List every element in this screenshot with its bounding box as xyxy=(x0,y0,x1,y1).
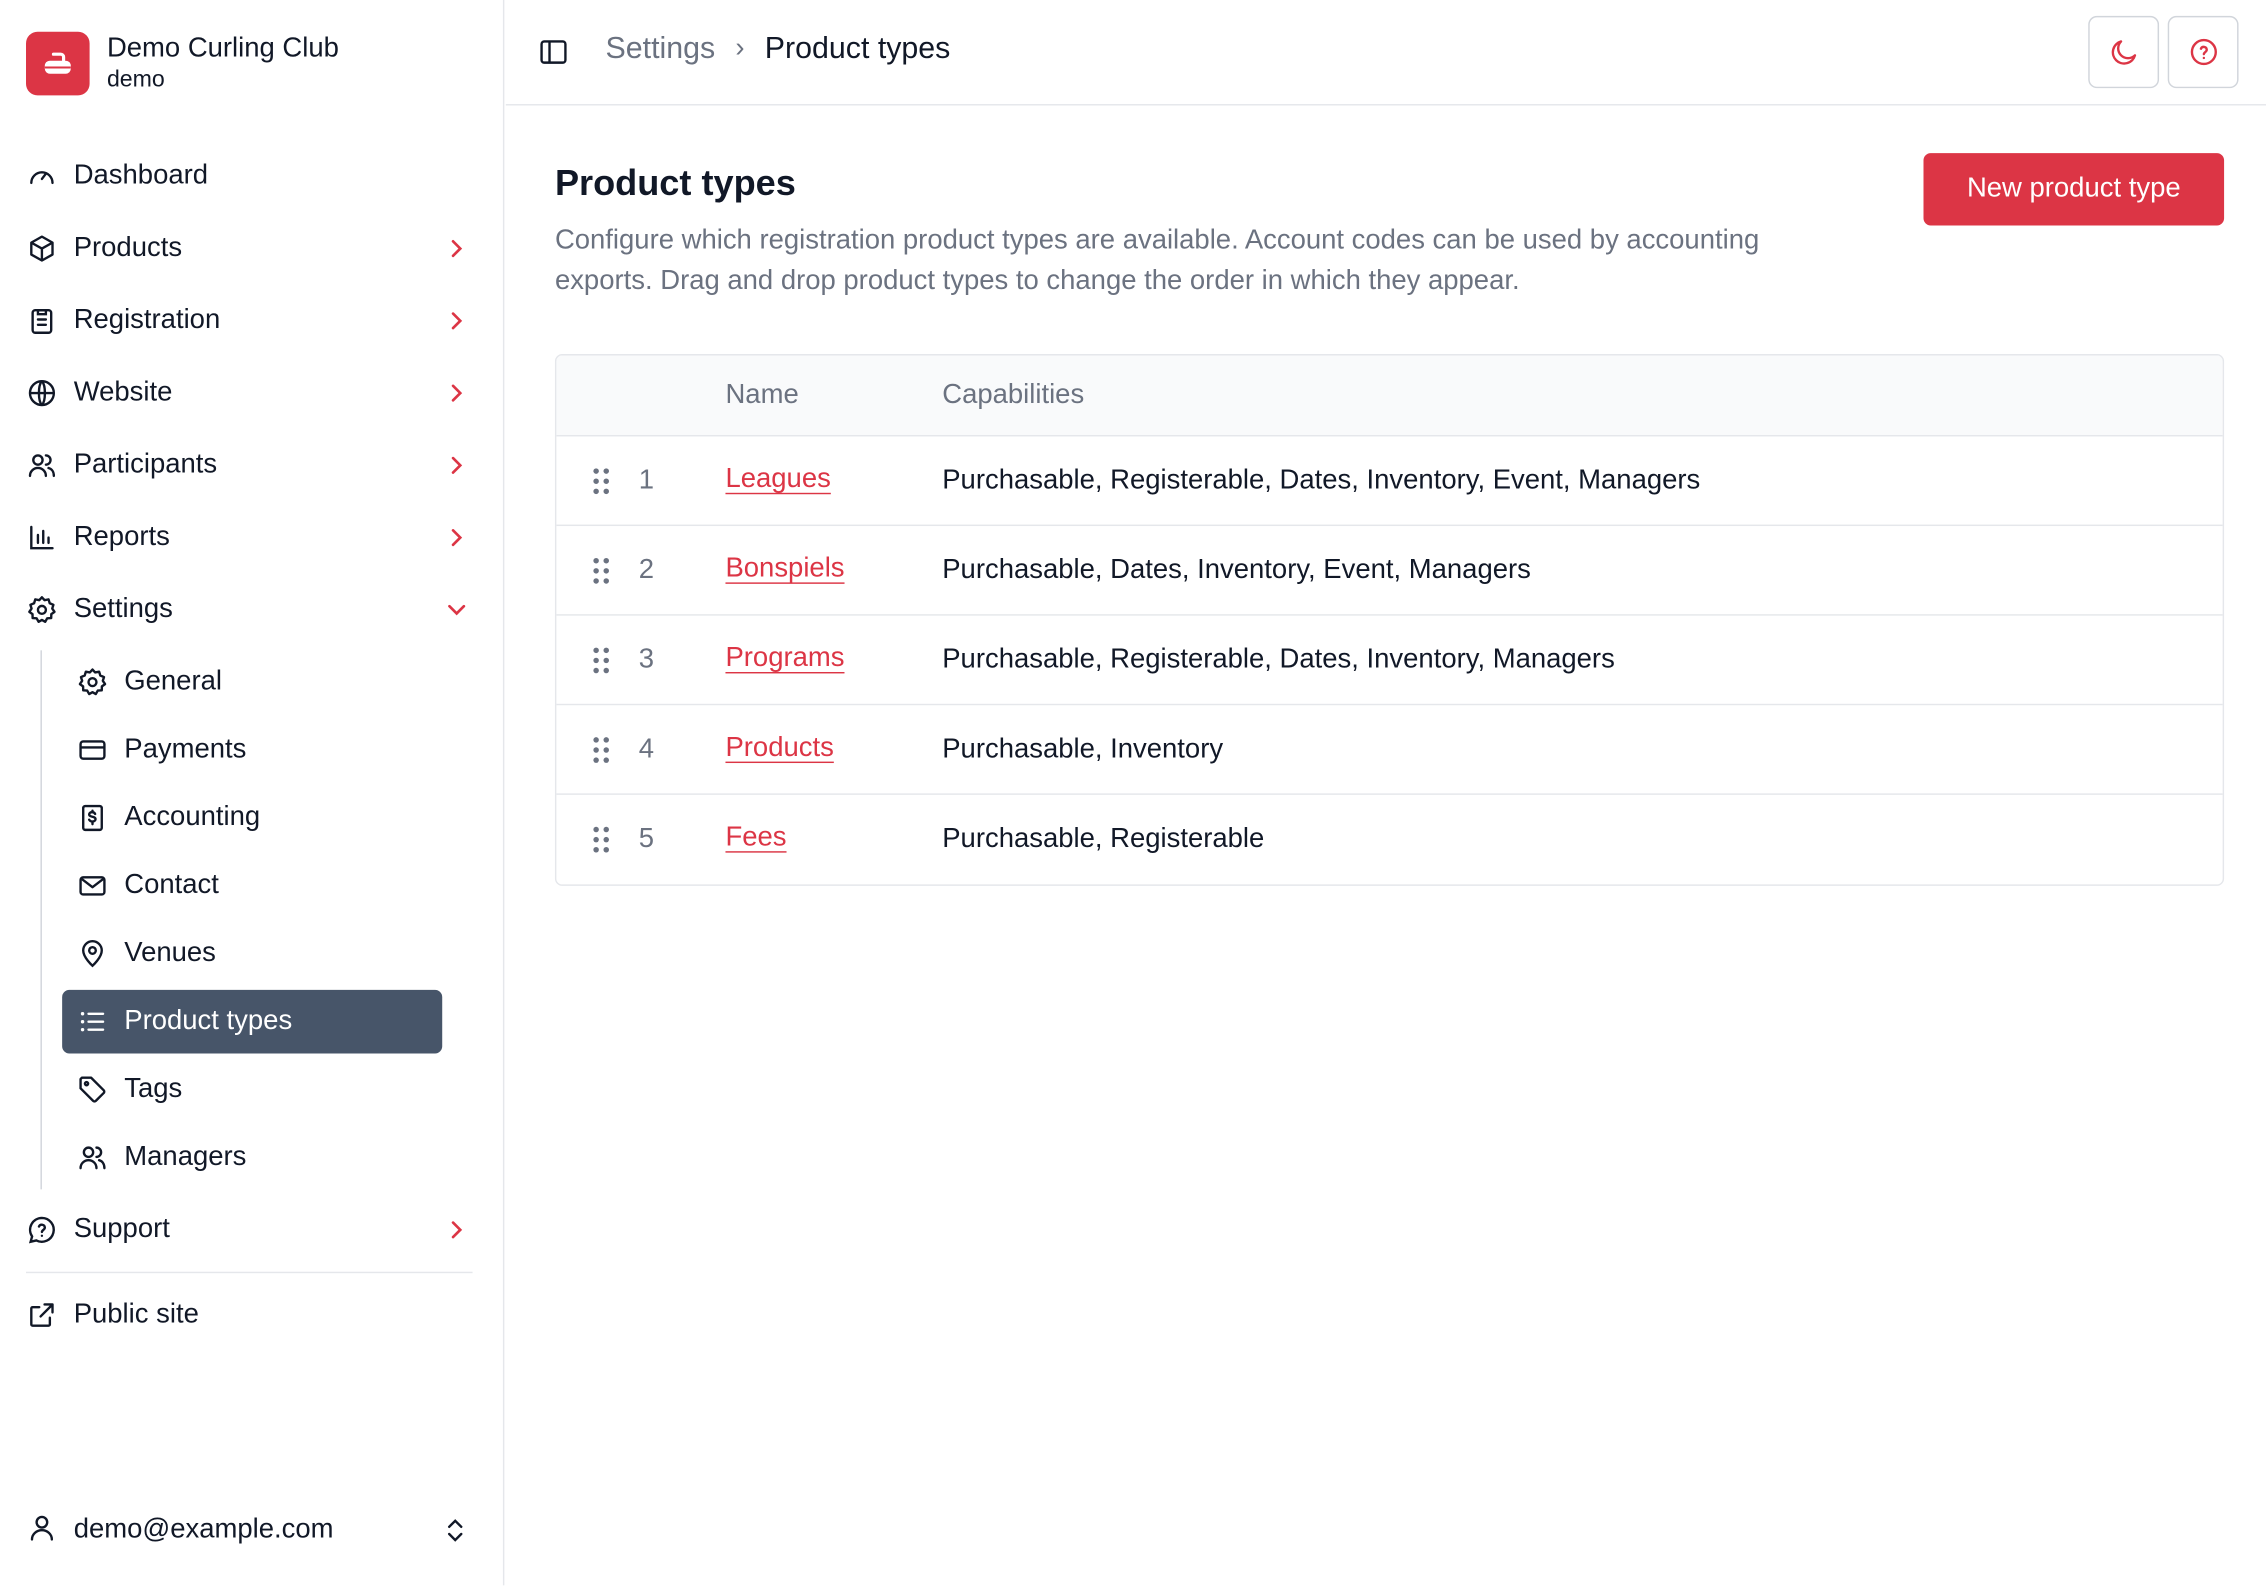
sidebar-item-product-types[interactable] xyxy=(62,990,442,1054)
sidebar-item-registration[interactable] xyxy=(0,285,504,357)
row-position: 4 xyxy=(638,734,655,765)
table-row xyxy=(556,616,2222,706)
sidebar-item-label: Contact xyxy=(124,869,219,901)
sidebar-item-label: Settings xyxy=(73,593,173,625)
credit-card-icon xyxy=(77,734,109,766)
product-type-link[interactable]: Leagues xyxy=(725,463,831,495)
chevron-right-icon xyxy=(442,1215,471,1244)
sidebar-nav xyxy=(0,140,504,1351)
globe-icon xyxy=(26,377,58,409)
theme-toggle-button[interactable] xyxy=(2088,16,2159,88)
chevron-down-icon xyxy=(442,595,471,624)
sidebar-item-label: Public site xyxy=(73,1299,199,1330)
sidebar-item-dashboard[interactable] xyxy=(0,140,504,212)
club-slug: demo xyxy=(106,67,165,93)
capabilities-text: Purchasable, Dates, Inventory, Event, Managers xyxy=(942,554,1531,586)
sidebar-item-contact[interactable] xyxy=(62,854,442,918)
sidebar-item-venues[interactable] xyxy=(62,922,442,986)
chevron-right-icon xyxy=(442,379,471,408)
user-email: demo@example.com xyxy=(73,1514,334,1545)
chevron-right-icon xyxy=(442,234,471,263)
drag-handle-icon[interactable] xyxy=(591,556,611,585)
sidebar-item-label: Venues xyxy=(124,937,216,969)
list-icon xyxy=(77,1006,109,1038)
sidebar-item-label: Participants xyxy=(73,449,218,480)
breadcrumb-current: Product types xyxy=(764,31,951,66)
row-position: 3 xyxy=(638,644,655,675)
sidebar-item-label: Tags xyxy=(124,1073,183,1105)
drag-handle-icon[interactable] xyxy=(591,467,611,496)
column-header-name: Name xyxy=(725,380,799,411)
capabilities-text: Purchasable, Registerable, Dates, Inventory, Event, Managers xyxy=(942,465,1701,496)
breadcrumb xyxy=(606,32,951,67)
sidebar-item-general[interactable] xyxy=(62,650,442,714)
sidebar xyxy=(0,0,504,1585)
sidebar-item-public-site[interactable] xyxy=(0,1279,504,1351)
sidebar-item-website[interactable] xyxy=(0,357,504,429)
sidebar-item-label: Payments xyxy=(124,734,247,765)
column-header-capabilities: Capabilities xyxy=(942,380,1085,411)
gauge-icon xyxy=(26,160,58,192)
receipt-dollar-icon xyxy=(77,802,109,834)
sidebar-divider xyxy=(26,1272,473,1273)
product-types-table xyxy=(555,354,2224,886)
moon-icon xyxy=(2108,36,2140,68)
sidebar-item-label: Product types xyxy=(124,1005,293,1037)
sidebar-item-label: Registration xyxy=(73,304,221,336)
sidebar-item-label: Dashboard xyxy=(73,160,209,191)
brand[interactable] xyxy=(26,32,339,96)
tag-icon xyxy=(77,1074,109,1106)
sidebar-item-label: Products xyxy=(73,232,183,264)
table-row xyxy=(556,705,2222,795)
chevron-right-icon xyxy=(442,451,471,480)
mail-icon xyxy=(77,870,109,902)
drag-handle-icon[interactable] xyxy=(591,825,611,854)
users-icon xyxy=(77,1142,109,1174)
breadcrumb-separator: › xyxy=(735,33,745,64)
page-title: Product types xyxy=(554,163,796,204)
sidebar-item-reports[interactable] xyxy=(0,501,504,573)
chevron-right-icon xyxy=(442,306,471,335)
gear-icon xyxy=(26,594,58,626)
sidebar-item-accounting[interactable] xyxy=(62,786,442,850)
sidebar-item-tags[interactable] xyxy=(62,1058,442,1122)
sidebar-item-label: Reports xyxy=(73,521,170,553)
row-position: 1 xyxy=(638,465,655,496)
capabilities-text: Purchasable, Registerable xyxy=(942,823,1265,855)
question-circle-icon xyxy=(2187,36,2219,68)
gear-icon xyxy=(77,666,109,698)
sidebar-item-settings[interactable] xyxy=(0,574,504,646)
product-type-link[interactable]: Bonspiels xyxy=(725,553,845,584)
user-menu[interactable] xyxy=(0,1499,504,1563)
table-header xyxy=(556,356,2222,437)
product-type-link[interactable]: Programs xyxy=(725,643,845,674)
map-pin-icon xyxy=(77,938,109,970)
sidebar-item-label: Website xyxy=(73,377,173,408)
drag-handle-icon[interactable] xyxy=(591,646,611,675)
help-bubble-icon xyxy=(26,1214,58,1246)
table-row xyxy=(556,795,2222,885)
product-type-link[interactable]: Fees xyxy=(725,822,787,853)
sidebar-item-label: General xyxy=(124,666,222,697)
external-link-icon xyxy=(26,1299,58,1331)
bar-chart-icon xyxy=(26,522,58,554)
new-product-type-button[interactable]: New product type xyxy=(1923,153,2224,225)
row-position: 5 xyxy=(638,823,655,855)
sidebar-item-label: Accounting xyxy=(124,802,261,833)
sidebar-item-label: Support xyxy=(73,1213,170,1245)
table-row xyxy=(556,526,2222,616)
sidebar-item-products[interactable] xyxy=(0,212,504,284)
user-icon xyxy=(26,1511,58,1550)
chevron-up-down-icon xyxy=(441,1516,470,1545)
curling-stone-logo-icon xyxy=(26,32,90,96)
row-position: 2 xyxy=(638,554,655,586)
product-type-link[interactable]: Products xyxy=(725,732,834,764)
capabilities-text: Purchasable, Inventory xyxy=(942,734,1224,765)
settings-subnav xyxy=(40,650,504,1189)
capabilities-text: Purchasable, Registerable, Dates, Inventory, Managers xyxy=(942,644,1615,675)
clipboard-icon xyxy=(26,305,58,337)
topbar xyxy=(506,0,2266,105)
box-icon xyxy=(26,233,58,265)
sidebar-item-payments[interactable] xyxy=(62,718,442,782)
sidebar-item-label: Managers xyxy=(124,1141,247,1173)
drag-handle-icon[interactable] xyxy=(591,736,611,765)
club-name: Demo Curling Club xyxy=(106,33,339,64)
help-button[interactable] xyxy=(2168,16,2239,88)
sidebar-toggle-icon[interactable] xyxy=(538,36,570,68)
users-icon xyxy=(26,449,58,481)
table-row xyxy=(556,436,2222,526)
chevron-right-icon xyxy=(442,523,471,552)
sidebar-item-participants[interactable] xyxy=(0,429,504,501)
breadcrumb-settings[interactable]: Settings xyxy=(605,31,716,66)
sidebar-item-support[interactable] xyxy=(0,1194,504,1266)
page-description: Configure which registration product types are available. Account codes can be used by accounting exports. Drag and drop product types to change the order in which they appear. xyxy=(554,225,1760,297)
sidebar-item-managers[interactable] xyxy=(62,1126,442,1190)
